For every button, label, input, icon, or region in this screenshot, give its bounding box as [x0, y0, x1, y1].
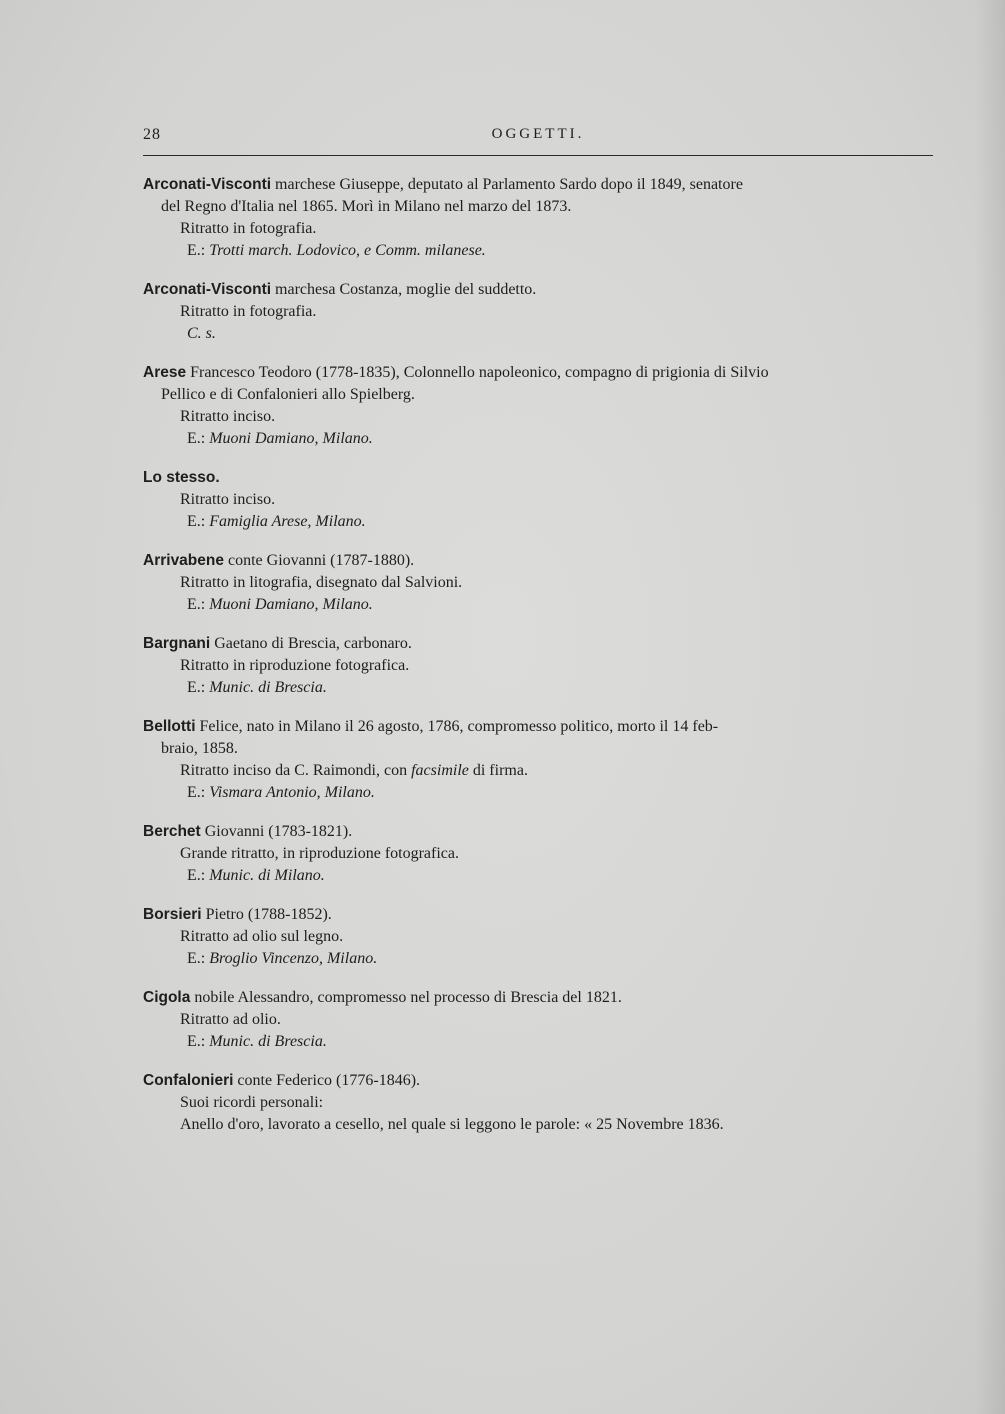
- entry-bargnani: [143, 633, 935, 699]
- entry-description-continued: del Regno d'Italia nel 1865. Morì in Milano nel marzo del 1873.: [161, 198, 572, 215]
- entries-list: [143, 174, 935, 1153]
- source-name: Munic. di Milano.: [209, 867, 325, 884]
- entry-heading-line: [143, 174, 935, 196]
- entry-name: Lo stesso.: [143, 469, 220, 486]
- entry-name: Bargnani: [143, 635, 211, 652]
- source-prefix: E.:: [187, 430, 206, 447]
- entry-name: Berchet: [143, 823, 201, 840]
- entry-source: [143, 594, 935, 616]
- running-title: OGGETTI.: [491, 126, 585, 142]
- source-name: Munic. di Brescia.: [209, 679, 327, 696]
- entry-description-continued: braio, 1858.: [161, 740, 238, 757]
- entry-heading-line: [143, 550, 935, 572]
- entry-source: [143, 511, 935, 533]
- source-name: Broglio Vincenzo, Milano.: [209, 950, 378, 967]
- source-prefix: E.:: [187, 950, 206, 967]
- entry-name: Cigola: [143, 989, 191, 1006]
- source-prefix: E.:: [187, 242, 206, 259]
- source-name: Famiglia Arese, Milano.: [209, 513, 366, 530]
- entry-description: Giovanni (1783-1821).: [204, 823, 353, 840]
- entry-name: Arconati-Visconti: [143, 176, 272, 193]
- entry-description: conte Giovanni (1787-1880).: [227, 552, 415, 569]
- source-prefix: E.:: [187, 596, 206, 613]
- entry-cigola: [143, 987, 935, 1053]
- entry-description: Pietro (1788-1852).: [205, 906, 332, 923]
- entry-item: Ritratto in fotografia.: [180, 220, 317, 237]
- entry-berchet: [143, 821, 935, 887]
- entry-source: [143, 948, 935, 970]
- page-number: 28: [143, 126, 161, 143]
- entry-item: Suoi ricordi personali:: [180, 1094, 324, 1111]
- source-prefix: E.:: [187, 867, 206, 884]
- entry-bellotti: [143, 716, 935, 804]
- entry-item: [143, 760, 935, 782]
- entry-name: Arese: [143, 364, 187, 381]
- entry-item: Ritratto inciso.: [180, 408, 276, 425]
- page-edge-shadow: [975, 0, 1005, 1414]
- entry-heading-line: [143, 821, 935, 843]
- entry-item-detail: Anello d'oro, lavorato a cesello, nel quale si leggono le parole: « 25 Novembre 1836.: [180, 1116, 724, 1133]
- entry-description: Francesco Teodoro (1778-1835), Colonnello napoleonico, compagno di prigionia di Silvio: [190, 364, 769, 381]
- item-tail: di firma.: [472, 762, 528, 779]
- entry-name: Confalonieri: [143, 1072, 234, 1089]
- entry-source: [143, 677, 935, 699]
- entry-borsieri: [143, 904, 935, 970]
- entry-source: [143, 428, 935, 450]
- entry-arrivabene: [143, 550, 935, 616]
- source-name: Munic. di Brescia.: [209, 1033, 327, 1050]
- entry-source: [143, 865, 935, 887]
- entry-heading-line: [143, 904, 935, 926]
- header-rule: [143, 155, 933, 156]
- source-name: Muoni Damiano, Milano.: [209, 596, 373, 613]
- entry-arconati-visconti-costanza: [143, 279, 935, 345]
- entry-description: Gaetano di Brescia, carbonaro.: [214, 635, 412, 652]
- source-name: Vismara Antonio, Milano.: [209, 784, 375, 801]
- entry-item: Ritratto ad olio sul legno.: [180, 928, 344, 945]
- entry-source: [143, 240, 935, 262]
- entry-item: Ritratto in fotografia.: [180, 303, 317, 320]
- entry-description: Felice, nato in Milano il 26 agosto, 1786, compromesso politico, morto il 14 feb-: [199, 718, 719, 735]
- entry-item: Ritratto ad olio.: [180, 1011, 281, 1028]
- entry-name: Arrivabene: [143, 552, 224, 569]
- source-prefix: E.:: [187, 1033, 206, 1050]
- item-text: Ritratto inciso da C. Raimondi, con: [180, 762, 408, 779]
- entry-source: C. s.: [187, 325, 216, 342]
- entry-description: conte Federico (1776-1846).: [237, 1072, 421, 1089]
- source-prefix: E.:: [187, 679, 206, 696]
- entry-description: marchese Giuseppe, deputato al Parlamento Sardo dopo il 1849, senatore: [275, 176, 743, 193]
- entry-heading-line: [143, 633, 935, 655]
- entry-name: Bellotti: [143, 718, 196, 735]
- entry-name: Borsieri: [143, 906, 202, 923]
- entry-source: [143, 1031, 935, 1053]
- item-italic: facsimile: [411, 762, 469, 779]
- entry-item: Ritratto in riproduzione fotografica.: [180, 657, 410, 674]
- entry-name: Arconati-Visconti: [143, 281, 272, 298]
- entry-arese: [143, 362, 935, 450]
- entry-description: marchesa Costanza, moglie del suddetto.: [275, 281, 537, 298]
- entry-heading-line: [143, 987, 935, 1009]
- entry-lo-stesso: [143, 467, 935, 533]
- entry-description: nobile Alessandro, compromesso nel processo di Brescia del 1821.: [194, 989, 622, 1006]
- source-name: Muoni Damiano, Milano.: [209, 430, 373, 447]
- entry-heading-line: [143, 362, 935, 384]
- source-name: Trotti march. Lodovico, e Comm. milanese.: [209, 242, 486, 259]
- entry-item: Ritratto inciso.: [180, 491, 276, 508]
- entry-description-continued: Pellico e di Confalonieri allo Spielberg.: [161, 386, 415, 403]
- entry-item: Ritratto in litografia, disegnato dal Salvioni.: [180, 574, 463, 591]
- entry-confalonieri: [143, 1070, 935, 1136]
- entry-source: [143, 782, 935, 804]
- entry-item: Grande ritratto, in riproduzione fotografica.: [180, 845, 459, 862]
- entry-arconati-visconti-giuseppe: [143, 174, 935, 262]
- source-prefix: E.:: [187, 784, 206, 801]
- entry-heading-line: [143, 716, 935, 738]
- page-header: [143, 126, 933, 150]
- entry-heading-line: [143, 1070, 935, 1092]
- source-prefix: E.:: [187, 513, 206, 530]
- entry-heading-line: [143, 279, 935, 301]
- entry-heading-line: [143, 467, 935, 489]
